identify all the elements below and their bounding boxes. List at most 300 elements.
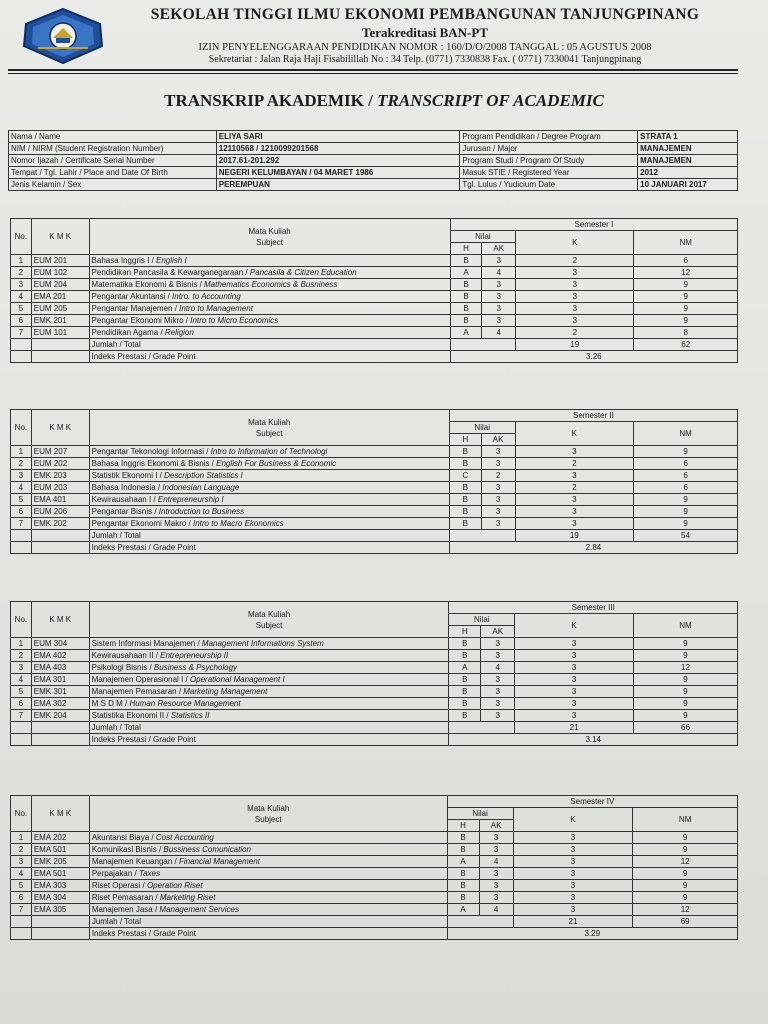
grade-letter: B (447, 880, 479, 892)
subject-english: Intro to Information of Technologi (210, 447, 328, 456)
grade-point: 3 (479, 832, 513, 844)
grade-point: 3 (482, 303, 516, 315)
subject-english: English For Business & Economic (216, 459, 337, 468)
subject-indonesian: Pengantar Akuntansi / (91, 292, 173, 301)
document-title (0, 91, 768, 111)
yudicium-date: 10 JANUARI 2017 (638, 179, 738, 191)
subject-indonesian: Sistem Informasi Manajemen / (91, 639, 202, 648)
total-row (11, 339, 738, 351)
course-code: EUM 304 (31, 638, 89, 650)
course-subject (89, 267, 450, 279)
col-nm: NM (634, 422, 738, 446)
course-code: EMK 202 (31, 518, 89, 530)
weighted-score: 6 (634, 458, 738, 470)
subject-english: Description Statistics I (164, 471, 243, 480)
grade-point: 4 (479, 856, 513, 868)
row-number: 4 (11, 291, 32, 303)
cert-label: Nomor Ijazah / Certificate Serial Number (9, 155, 217, 167)
grade-point-row (11, 734, 738, 746)
subject-indonesian: Matematika Ekonomi & Bisnis / (91, 280, 205, 289)
credits: 3 (515, 674, 634, 686)
weighted-score: 9 (634, 710, 738, 722)
grade-letter: B (449, 710, 481, 722)
grade-letter: B (449, 482, 481, 494)
grade-letter: B (449, 686, 481, 698)
course-subject (89, 686, 449, 698)
total-score: 62 (634, 339, 738, 351)
grad-label: Tgl. Lulus / Yudicium Date (460, 179, 638, 191)
credits: 2 (515, 458, 634, 470)
student-info-table (8, 130, 738, 191)
credits: 3 (515, 698, 634, 710)
grade-letter: B (449, 446, 481, 458)
col-kmk: K M K (31, 410, 89, 446)
subject-english: Religion (164, 328, 194, 337)
col-no: No. (11, 410, 32, 446)
credits: 3 (515, 494, 634, 506)
weighted-score: 9 (634, 494, 738, 506)
info-row (9, 143, 738, 155)
subject-english: Financial Management (178, 857, 260, 866)
table-row (11, 279, 738, 291)
semester-table (10, 601, 738, 746)
semester-table (10, 795, 738, 940)
table-row (11, 518, 738, 530)
table-header-row (11, 602, 738, 614)
course-code: EMA 303 (31, 880, 89, 892)
course-code: EMA 305 (31, 904, 89, 916)
table-row (11, 710, 738, 722)
credits: 3 (516, 303, 634, 315)
subject-english: Entrepreneurship II (160, 651, 229, 660)
credits: 3 (513, 844, 633, 856)
col-ak: AK (479, 820, 513, 832)
semester-table (10, 409, 738, 554)
subject-indonesian: Kewirausahaan I / (91, 495, 158, 504)
subject-label: Subject (255, 428, 283, 438)
subject-english: Introduction to Business (158, 507, 245, 516)
course-subject (89, 315, 450, 327)
grade-point: 4 (482, 267, 516, 279)
course-code: EMA 401 (31, 494, 89, 506)
subject-indonesian: Akuntansi Biaya / (91, 833, 156, 842)
grade-letter: A (450, 267, 482, 279)
subject-indonesian: Manajemen Pemasaran / (91, 687, 184, 696)
col-k: K (515, 614, 634, 638)
weighted-score: 9 (634, 303, 738, 315)
credits: 3 (515, 470, 634, 482)
grade-point: 2 (481, 470, 515, 482)
weighted-score: 9 (634, 506, 738, 518)
major: MANAJEMEN (638, 143, 738, 155)
table-row (11, 494, 738, 506)
total-label: Jumlah / Total (89, 916, 447, 928)
course-subject (89, 662, 449, 674)
grade-point: 3 (481, 506, 515, 518)
student-sex: PEREMPUAN (216, 179, 460, 191)
subject-english: Intro. to Accounting (172, 292, 241, 301)
mata-kuliah-label: Mata Kuliah (248, 226, 291, 236)
col-nilai: Nilai (450, 231, 515, 243)
credits: 3 (515, 518, 634, 530)
accreditation: Terakreditasi BAN-PT (361, 25, 489, 40)
subject-english: Mathematics Economics & Busniness (204, 280, 338, 289)
subject-english: Pancasila & Citizen Education (249, 268, 357, 277)
subject-indonesian: Pendidikan Pancasila & Kewarganegaraan / (91, 268, 250, 277)
subject-indonesian: Pengantar Tekonologi Informasi / (91, 447, 211, 456)
subject-indonesian: Manajemen Jasa / (91, 905, 160, 914)
row-number: 5 (11, 494, 32, 506)
course-code: EUM 102 (31, 267, 89, 279)
table-row (11, 868, 738, 880)
program-label: Program Pendidikan / Degree Program (460, 131, 638, 143)
grade-point: 3 (481, 446, 515, 458)
grade-point-value: 3.14 (449, 734, 738, 746)
col-nilai: Nilai (449, 614, 515, 626)
subject-indonesian: Perpajakan / (91, 869, 139, 878)
weighted-score: 12 (634, 267, 738, 279)
course-code: EMA 304 (31, 892, 89, 904)
grade-point: 3 (482, 255, 516, 267)
col-h: H (450, 243, 482, 255)
grade-letter: A (447, 856, 479, 868)
grade-letter: B (449, 650, 481, 662)
row-number: 7 (11, 710, 32, 722)
info-row (9, 179, 738, 191)
credits: 3 (513, 868, 633, 880)
semester-table (10, 218, 738, 363)
info-row (9, 131, 738, 143)
grade-letter: C (449, 470, 481, 482)
subject-english: Marketing Management (183, 687, 268, 696)
course-subject (89, 518, 449, 530)
subject-english: Management Services (159, 905, 239, 914)
table-row (11, 674, 738, 686)
row-number: 3 (11, 662, 32, 674)
weighted-score: 12 (633, 904, 738, 916)
subject-indonesian: Riset Operasi / (91, 881, 147, 890)
certificate-number: 2017.61-201.292 (216, 155, 460, 167)
course-subject (89, 638, 449, 650)
weighted-score: 9 (633, 832, 738, 844)
subject-label: Subject (254, 814, 282, 824)
subject-english: Cost Accounting (155, 833, 214, 842)
weighted-score: 6 (634, 470, 738, 482)
col-kmk: K M K (31, 219, 89, 255)
school-name: SEKOLAH TINGGI ILMU EKONOMI PEMBANGUNAN TANJUNGPINANG (150, 6, 700, 23)
row-number: 4 (11, 868, 32, 880)
col-ak: AK (481, 434, 515, 446)
row-number: 1 (11, 255, 32, 267)
row-number: 5 (11, 880, 32, 892)
grade-point-value: 2.84 (449, 542, 737, 554)
course-code: EMA 301 (31, 674, 89, 686)
table-row (11, 470, 738, 482)
subject-indonesian: Manajemen Operasional I / (91, 675, 190, 684)
subject-english: English I (156, 256, 187, 265)
credits: 3 (515, 686, 634, 698)
credits: 3 (515, 662, 634, 674)
grade-letter: A (449, 662, 481, 674)
credits: 3 (515, 446, 634, 458)
subject-english: Management Informations System (201, 639, 324, 648)
title-indonesian: TRANSKRIP AKADEMIK / (164, 91, 378, 110)
col-k: K (516, 231, 634, 255)
row-number: 3 (11, 279, 32, 291)
col-h: H (449, 434, 481, 446)
course-code: EMK 201 (31, 315, 89, 327)
col-k: K (513, 808, 633, 832)
table-row (11, 506, 738, 518)
table-row (11, 832, 738, 844)
course-subject (89, 904, 447, 916)
grade-letter: B (447, 832, 479, 844)
grade-point: 3 (481, 518, 515, 530)
grade-letter: B (450, 255, 482, 267)
grade-point: 4 (481, 662, 515, 674)
col-k: K (515, 422, 634, 446)
course-code: EMA 402 (31, 650, 89, 662)
study-label: Program Studi / Program Of Study (460, 155, 638, 167)
grade-point-row (11, 351, 738, 363)
student-nim: 12110568 / 1210099201568 (216, 143, 460, 155)
table-row (11, 458, 738, 470)
mata-kuliah-label: Mata Kuliah (247, 803, 290, 813)
course-subject (89, 868, 447, 880)
grade-point: 3 (481, 686, 515, 698)
course-code: EMA 201 (31, 291, 89, 303)
table-row (11, 880, 738, 892)
grade-letter: B (449, 674, 481, 686)
table-row (11, 904, 738, 916)
weighted-score: 9 (634, 650, 738, 662)
weighted-score: 6 (634, 482, 738, 494)
subject-english: Intro to Micro Economics (190, 316, 279, 325)
weighted-score: 9 (633, 868, 738, 880)
total-credits: 19 (516, 339, 634, 351)
grade-letter: B (449, 698, 481, 710)
row-number: 5 (11, 303, 32, 315)
grade-letter: B (447, 892, 479, 904)
subject-english: Operational Management I (189, 675, 285, 684)
semester-name: Semester III (449, 602, 738, 614)
weighted-score: 12 (634, 662, 738, 674)
grade-point: 3 (481, 674, 515, 686)
table-header-row (11, 410, 738, 422)
weighted-score: 9 (634, 698, 738, 710)
subject-indonesian: Pengantar Ekonomi Makro / (91, 519, 193, 528)
col-subject (89, 602, 449, 638)
col-subject (89, 410, 449, 446)
subject-indonesian: Manajemen Keuangan / (91, 857, 179, 866)
grade-point-value: 3.26 (450, 351, 737, 363)
credits: 3 (516, 315, 634, 327)
subject-english: Business & Psychology (153, 663, 238, 672)
course-subject (89, 279, 450, 291)
grade-point: 3 (482, 315, 516, 327)
weighted-score: 9 (633, 844, 738, 856)
table-row (11, 327, 738, 339)
grade-letter: B (449, 458, 481, 470)
grade-letter: B (450, 303, 482, 315)
course-code: EUM 204 (31, 279, 89, 291)
col-nm: NM (634, 231, 738, 255)
student-name: ELIYA SARI (216, 131, 460, 143)
subject-english: Marketing Riset (159, 893, 216, 902)
col-no: No. (11, 602, 32, 638)
sex-label: Jenis Kelamin / Sex (9, 179, 217, 191)
course-code: EMK 205 (31, 856, 89, 868)
credits: 3 (515, 638, 634, 650)
grade-point-label: Indeks Prestasi / Grade Point (89, 928, 447, 940)
course-code: EUM 207 (31, 446, 89, 458)
program-of-study: MANAJEMEN (638, 155, 738, 167)
row-number: 6 (11, 506, 32, 518)
grade-point: 3 (481, 482, 515, 494)
total-row (11, 722, 738, 734)
course-subject (89, 880, 447, 892)
subject-english: Taxes (138, 869, 161, 878)
course-code: EMK 301 (31, 686, 89, 698)
row-number: 2 (11, 458, 32, 470)
credits: 3 (513, 904, 633, 916)
grade-point: 3 (482, 291, 516, 303)
semester-name: Semester I (450, 219, 737, 231)
row-number: 3 (11, 470, 32, 482)
subject-indonesian: Kewirausahaan II / (91, 651, 161, 660)
weighted-score: 8 (634, 327, 738, 339)
grade-point-label: Indeks Prestasi / Grade Point (89, 542, 449, 554)
subject-indonesian: Bahasa Inggris Ekonomi & Bisnis / (91, 459, 217, 468)
weighted-score: 9 (634, 315, 738, 327)
total-row (11, 916, 738, 928)
row-number: 1 (11, 638, 32, 650)
row-number: 6 (11, 315, 32, 327)
birth-place-date: NEGERI KELUMBAYAN / 04 MARET 1986 (216, 167, 460, 179)
grade-point-label: Indeks Prestasi / Grade Point (89, 351, 450, 363)
header-divider (8, 69, 738, 71)
table-row (11, 892, 738, 904)
entry-label: Masuk STIE / Registered Year (460, 167, 638, 179)
weighted-score: 9 (634, 291, 738, 303)
grade-letter: B (450, 279, 482, 291)
total-label: Jumlah / Total (89, 722, 449, 734)
grade-point: 4 (482, 327, 516, 339)
total-row (11, 530, 738, 542)
credits: 3 (513, 856, 633, 868)
credits: 3 (515, 506, 634, 518)
course-code: EMA 302 (31, 698, 89, 710)
table-row (11, 662, 738, 674)
col-no: No. (11, 796, 32, 832)
grade-point: 3 (479, 844, 513, 856)
total-label: Jumlah / Total (89, 530, 449, 542)
weighted-score: 9 (634, 279, 738, 291)
total-score: 66 (634, 722, 738, 734)
course-subject (89, 458, 449, 470)
grade-letter: B (447, 844, 479, 856)
subject-english: Intro to Macro Ekonomics (193, 519, 284, 528)
weighted-score: 9 (634, 518, 738, 530)
grade-point: 3 (479, 892, 513, 904)
course-subject (89, 327, 450, 339)
subject-indonesian: M S D M / (91, 699, 130, 708)
grade-letter: B (447, 868, 479, 880)
credits: 3 (516, 291, 634, 303)
total-credits: 19 (515, 530, 634, 542)
mata-kuliah-label: Mata Kuliah (247, 609, 291, 619)
grade-point: 3 (479, 880, 513, 892)
grade-point: 4 (479, 904, 513, 916)
col-kmk: K M K (31, 602, 89, 638)
course-code: EMA 403 (31, 662, 89, 674)
col-h: H (449, 626, 481, 638)
grade-letter: B (449, 638, 481, 650)
total-credits: 21 (513, 916, 633, 928)
degree-program: STRATA 1 (638, 131, 738, 143)
col-nm: NM (633, 808, 738, 832)
grade-letter: B (449, 494, 481, 506)
weighted-score: 9 (634, 674, 738, 686)
weighted-score: 9 (633, 880, 738, 892)
credits: 3 (516, 279, 634, 291)
table-row (11, 686, 738, 698)
row-number: 1 (11, 832, 32, 844)
table-row (11, 315, 738, 327)
subject-english: Human Resource Management (129, 699, 241, 708)
table-row (11, 638, 738, 650)
weighted-score: 6 (634, 255, 738, 267)
credits: 3 (516, 267, 634, 279)
row-number: 7 (11, 904, 32, 916)
subject-label: Subject (256, 237, 283, 247)
total-label: Jumlah / Total (89, 339, 450, 351)
course-code: EMA 501 (31, 868, 89, 880)
subject-english: Bussiness Comunication (163, 845, 252, 854)
course-subject (89, 255, 450, 267)
row-number: 6 (11, 892, 32, 904)
course-code: EUM 205 (31, 303, 89, 315)
col-nilai: Nilai (449, 422, 515, 434)
row-number: 2 (11, 267, 32, 279)
credits: 3 (513, 880, 633, 892)
table-header-row (11, 796, 738, 808)
grade-point-row (11, 542, 738, 554)
credits: 3 (513, 892, 633, 904)
course-subject (89, 892, 447, 904)
name-label: Nama / Name (9, 131, 217, 143)
course-code: EMK 203 (31, 470, 89, 482)
course-subject (89, 494, 449, 506)
col-no: No. (11, 219, 32, 255)
course-subject (89, 650, 449, 662)
course-code: EUM 201 (31, 255, 89, 267)
table-row (11, 698, 738, 710)
course-subject (89, 832, 447, 844)
weighted-score: 12 (633, 856, 738, 868)
course-subject (89, 303, 450, 315)
col-subject (89, 219, 450, 255)
row-number: 2 (11, 844, 32, 856)
row-number: 2 (11, 650, 32, 662)
course-code: EUM 202 (31, 458, 89, 470)
grade-letter: A (450, 327, 482, 339)
weighted-score: 9 (634, 686, 738, 698)
row-number: 3 (11, 856, 32, 868)
table-row (11, 844, 738, 856)
table-row (11, 856, 738, 868)
row-number: 4 (11, 674, 32, 686)
